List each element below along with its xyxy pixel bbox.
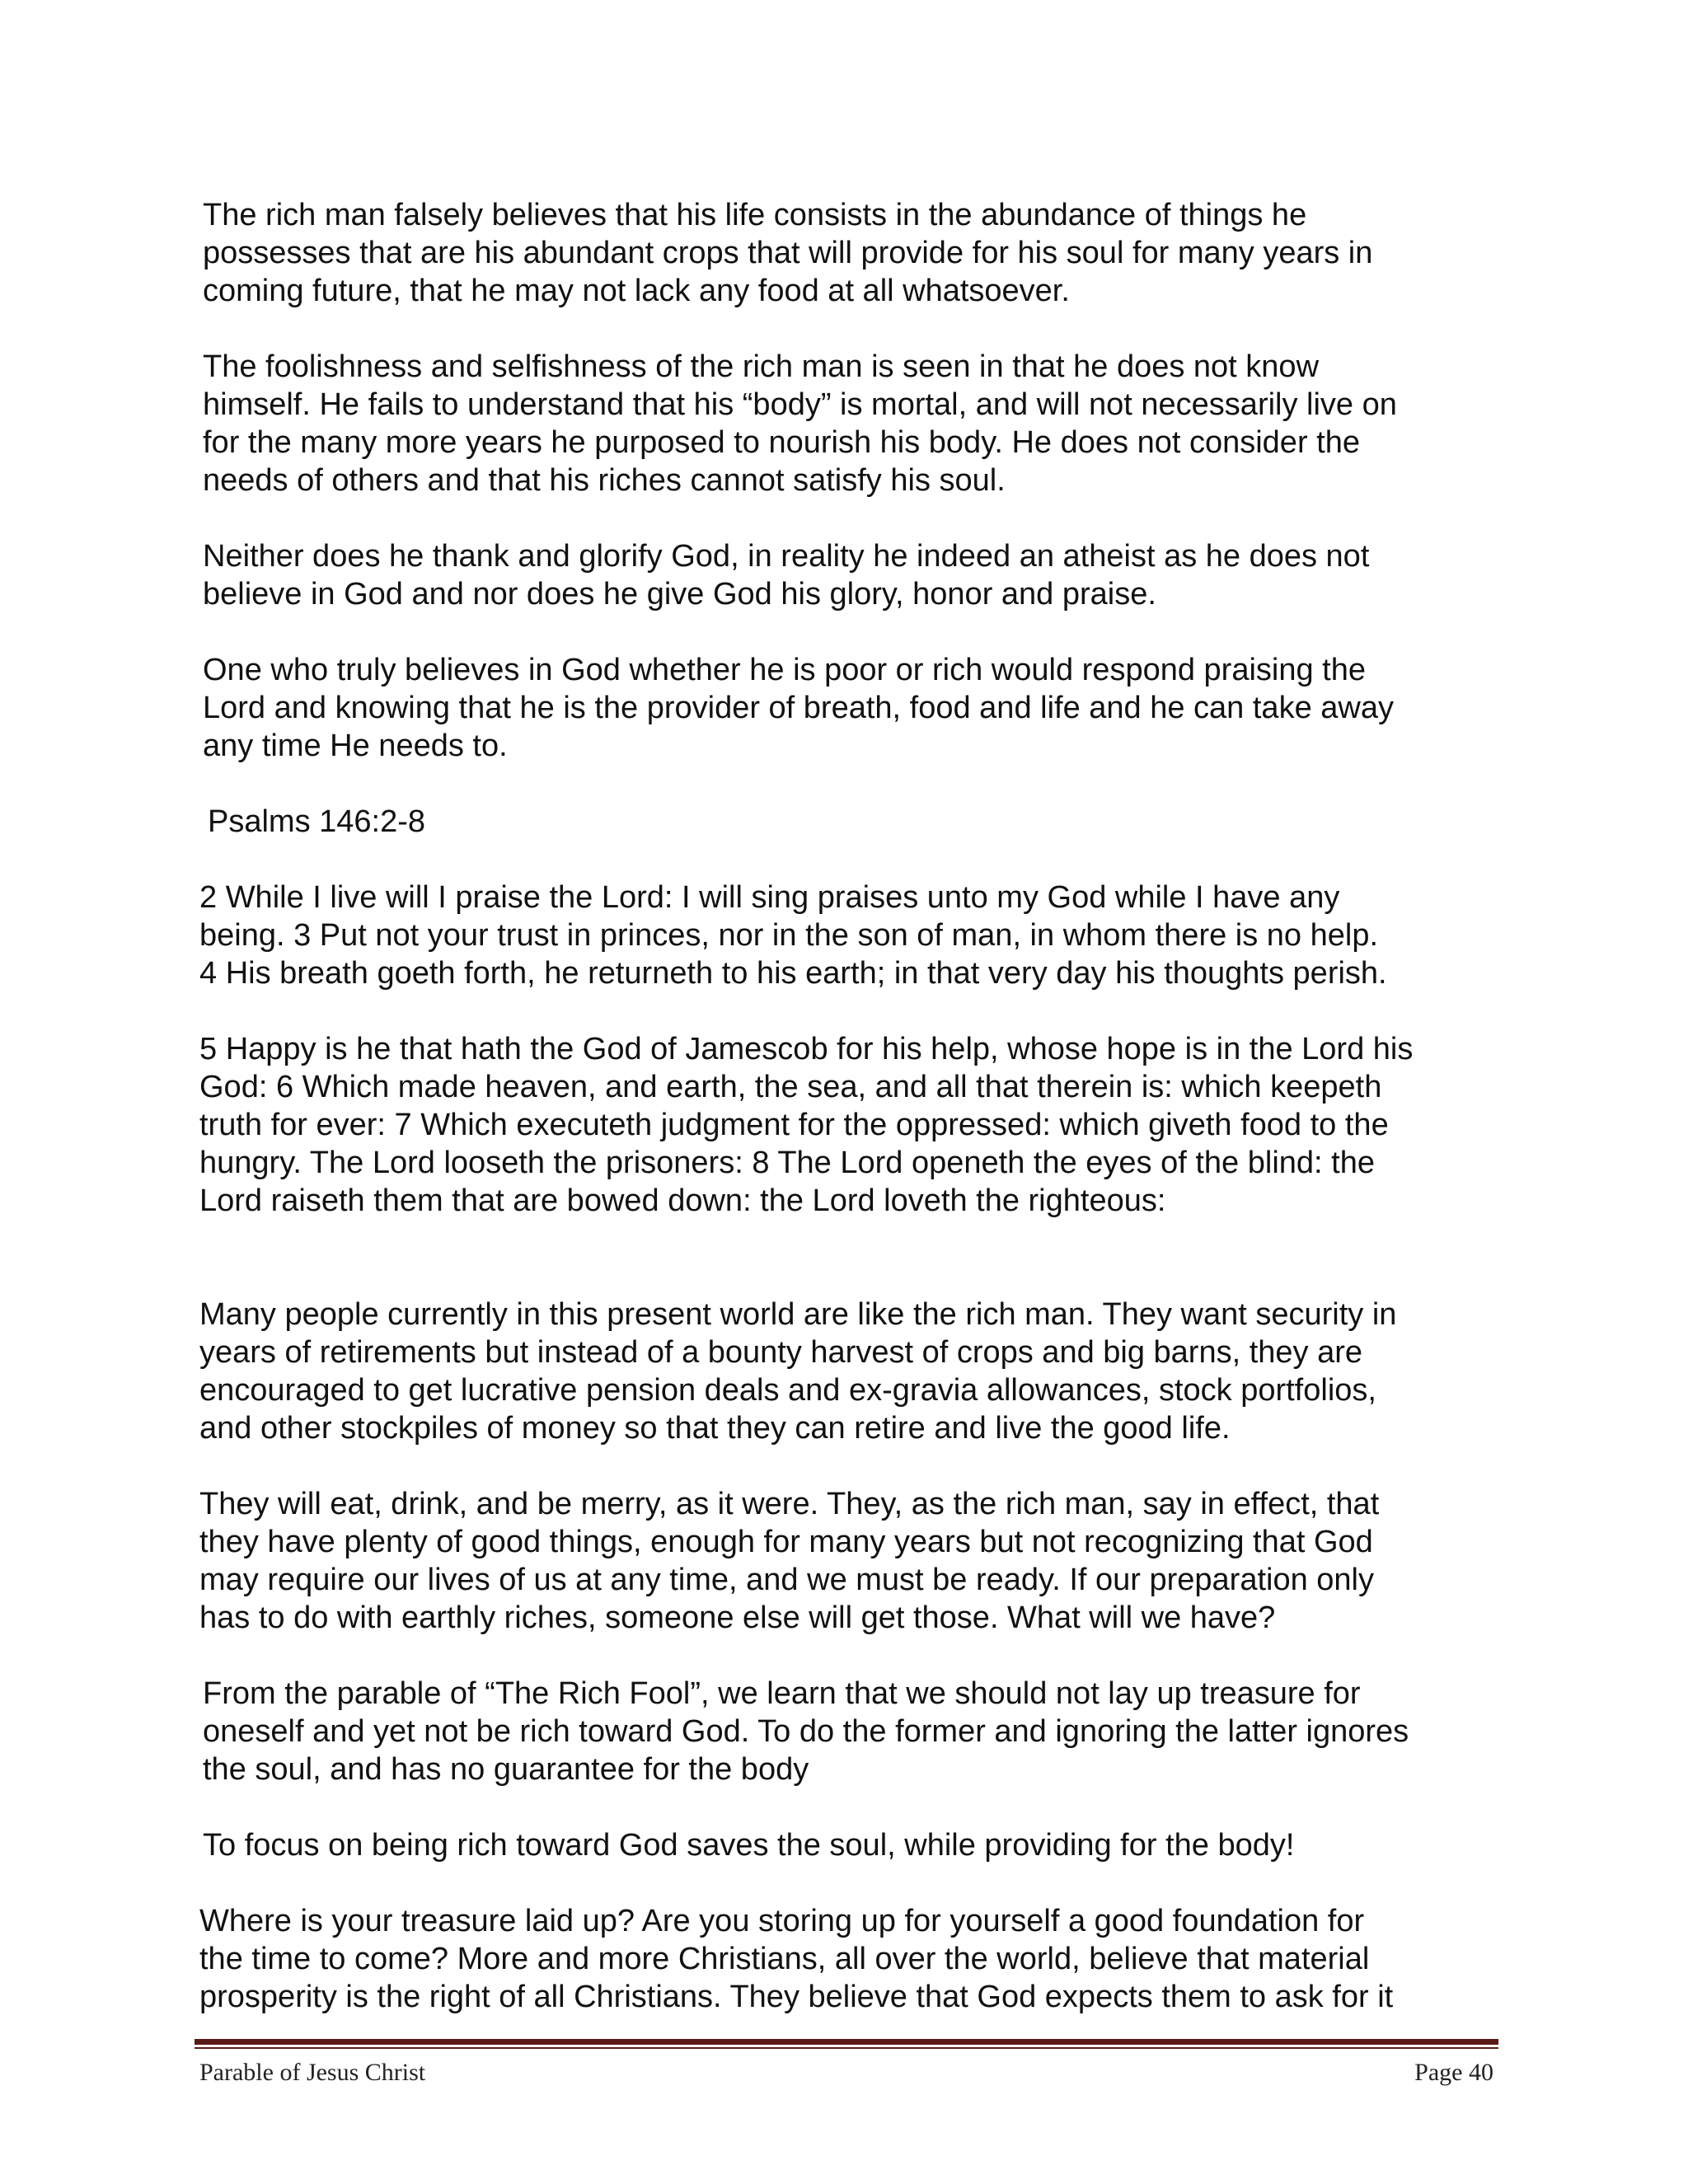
paragraph-rich-man-belief: The rich man falsely believes that his life consists in the abundance of things he possesses that are his abundant crops that will provide for his soul for many years in coming future, that he may not lack any food at all whatsoever. <box>203 198 1373 308</box>
paragraph-rich-fool-lesson: From the parable of “The Rich Fool”, we learn that we should not lay up treasure for oneself and yet not be rich toward God. To do the former and ignoring the latter ignores the soul, and has no guarantee for the body <box>203 1676 1409 1787</box>
footer-divider-thin <box>195 2047 1498 2049</box>
paragraph-rich-toward-god: To focus on being rich toward God saves the soul, while providing for the body! <box>203 1828 1295 1863</box>
paragraph-present-world: Many people currently in this present world are like the rich man. They want security in years of retirements but instead of a bounty harvest of crops and big barns, they are encouraged to get lucrative pension deals and ex-gravia allowances, stock portfolios, and other stockpiles of money so that they can retire and live the good life. <box>199 1297 1397 1446</box>
paragraph-eat-drink-merry: They will eat, drink, and be merry, as it were. They, as the rich man, say in effect, that they have plenty of good things, enough for many years but not recognizing that God may require our lives of us at any time, and we must be ready. If our preparation only has to do with earthly riches, someone else will get those. What will we have? <box>199 1487 1380 1635</box>
paragraph-atheist: Neither does he thank and glorify God, in reality he indeed an atheist as he does not believe in God and nor does he give God his glory, honor and praise. <box>203 539 1370 612</box>
page-footer <box>195 2039 1498 2087</box>
footer-divider-thick <box>195 2039 1498 2045</box>
footer-page-number: Page 40 <box>1414 2059 1493 2086</box>
paragraph-treasure-question: Where is your treasure laid up? Are you storing up for yourself a good foundation for the time to come? More and more Christians, all over the world, believe that material prosperity is the right of all Christians. They believe that God expects them to ask for it <box>199 1904 1394 2014</box>
footer-book-title: Parable of Jesus Christ <box>199 2059 426 2086</box>
paragraph-true-believer: One who truly believes in God whether he is poor or rich would respond praising the Lord and knowing that he is the provider of breath, food and life and he can take away any time He needs to. <box>203 653 1394 763</box>
scripture-verses-5-8: 5 Happy is he that hath the God of Jamescob for his help, whose hope is in the Lord his God: 6 Which made heaven, and earth, the sea, and all that therein is: which keepeth truth for ever: 7 Which executeth judgment for the oppressed: which giveth food to the hungry. The Lord looseth the prisoners: 8 The Lord openeth the eyes of the blind: the Lord raiseth them that are bowed down: the Lord loveth the righteous: <box>199 1032 1414 1218</box>
scripture-reference: Psalms 146:2-8 <box>208 804 426 839</box>
body-text <box>199 196 1502 2054</box>
scripture-verses-2-4: 2 While I live will I praise the Lord: I will sing praises unto my God while I have any being. 3 Put not your trust in princes, nor in the son of man, in whom there is no help. 4 His breath goeth forth, he returneth to his earth; in that very day his thoughts perish. <box>199 880 1387 991</box>
footer-row <box>195 2059 1498 2087</box>
paragraph-foolishness: The foolishness and selfishness of the rich man is seen in that he does not know himself. He fails to understand that his “body” is mortal, and will not necessarily live on for the many more years he purposed to nourish his body. He does not consider the needs of others and that his riches cannot satisfy his soul. <box>203 349 1397 498</box>
